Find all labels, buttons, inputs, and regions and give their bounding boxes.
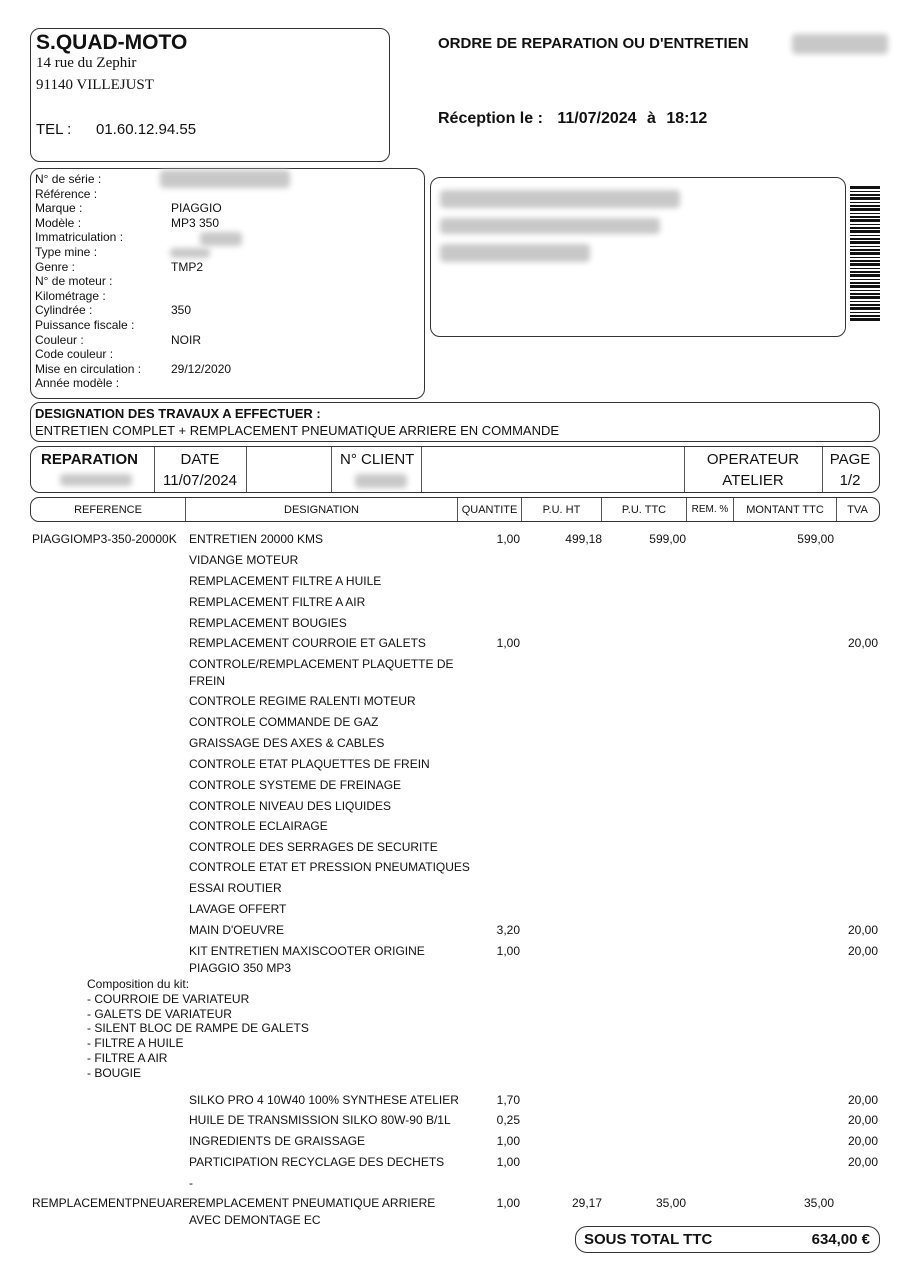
line-designation: CONTROLE ETAT PLAQUETTES DE FREIN	[189, 757, 430, 771]
date-value: 11/07/2024	[163, 472, 237, 489]
line-designation: GRAISSAGE DES AXES & CABLES	[189, 736, 385, 750]
line-designation: REMPLACEMENT PNEUMATIQUE ARRIERE	[189, 1196, 436, 1210]
line-montant: 35,00	[803, 1196, 834, 1210]
vehicle-label: Référence :	[35, 186, 98, 201]
redacted-serial	[160, 170, 290, 188]
company-street: 14 rue du Zephir	[36, 55, 137, 71]
line-designation: KIT ENTRETIEN MAXISCOOTER ORIGINE	[189, 944, 425, 958]
total-label: SOUS TOTAL TTC	[584, 1231, 713, 1248]
line-designation-cont: AVEC DEMONTAGE EC	[189, 1213, 321, 1227]
line-tva: 20,00	[847, 1113, 878, 1127]
vehicle-label: N° de série :	[35, 172, 102, 186]
vehicle-label: N° de moteur :	[35, 274, 113, 289]
line-tva: 20,00	[847, 944, 878, 958]
vehicle-value	[171, 187, 231, 202]
col-quantite: QUANTITE	[461, 504, 518, 516]
reception-at: à	[647, 110, 656, 127]
vehicle-label: Puissance fiscale :	[35, 317, 135, 332]
line-pu-ttc: 599,00	[649, 532, 686, 546]
vehicle-value: NOIR	[171, 332, 201, 347]
kit-line: Composition du kit:	[87, 977, 190, 991]
col-pu-ht: P.U. HT	[542, 504, 581, 516]
total-value: 634,00 €	[811, 1231, 870, 1248]
divider	[421, 447, 422, 492]
reception-label: Réception le :	[438, 110, 543, 127]
col-pu-ttc: P.U. TTC	[621, 504, 667, 516]
vehicle-value: 350	[171, 303, 192, 318]
col-tva: TVA	[847, 504, 868, 516]
vehicle-label: Cylindrée :	[35, 303, 93, 318]
line-quantity: 1,00	[496, 532, 520, 546]
line-quantity: 1,00	[496, 944, 520, 958]
line-quantity: 1,70	[496, 1093, 520, 1107]
vehicle-label: Code couleur :	[35, 347, 114, 362]
line-quantity: 1,00	[496, 1155, 520, 1169]
line-designation: LAVAGE OFFERT	[189, 902, 287, 916]
reparation-label: REPARATION	[41, 451, 138, 468]
vehicle-value: TMP2	[171, 259, 204, 274]
line-designation-cont: FREIN	[189, 674, 225, 688]
line-tva: 20,00	[847, 1134, 878, 1148]
redacted-plate	[200, 232, 242, 246]
line-designation: CONTROLE NIVEAU DES LIQUIDES	[189, 799, 392, 813]
line-designation: ENTRETIEN 20000 KMS	[189, 532, 324, 546]
line-designation: -	[189, 1176, 193, 1190]
col-reference: REFERENCE	[74, 504, 142, 516]
line-designation: REMPLACEMENT FILTRE A AIR	[189, 595, 366, 609]
reception-time: 18:12	[666, 110, 708, 127]
line-designation: INGREDIENTS DE GRAISSAGE	[189, 1134, 366, 1148]
line-designation: SILKO PRO 4 10W40 100% SYNTHESE ATELIER	[189, 1093, 459, 1107]
line-quantity: 3,20	[496, 923, 520, 937]
line-montant: 599,00	[797, 532, 834, 546]
company-tel-label: TEL :	[36, 121, 72, 138]
vehicle-value	[171, 318, 231, 333]
vehicle-value	[171, 376, 231, 391]
vehicle-label: Année modèle :	[35, 376, 120, 391]
company-city: 91140 VILLEJUST	[36, 77, 154, 93]
operator-value: ATELIER	[722, 472, 784, 489]
redacted-client-city	[440, 244, 590, 262]
line-pu-ttc: 35,00	[655, 1196, 686, 1210]
document-title: ORDRE DE REPARATION OU D'ENTRETIEN	[438, 35, 749, 52]
line-designation: ESSAI ROUTIER	[189, 881, 282, 895]
kit-line: - COURROIE DE VARIATEUR	[87, 991, 250, 1006]
line-designation: CONTROLE ETAT ET PRESSION PNEUMATIQUES	[189, 860, 470, 874]
line-tva: 20,00	[847, 1093, 878, 1107]
line-designation: MAIN D'OEUVRE	[189, 923, 284, 937]
vehicle-label: Modèle :	[35, 215, 82, 230]
vehicle-label: Kilométrage :	[35, 288, 106, 303]
operator-label: OPERATEUR	[706, 451, 800, 468]
vehicle-value: MP3 350	[171, 215, 220, 230]
redacted-client-number	[355, 474, 407, 488]
line-designation: CONTROLE ECLAIRAGE	[189, 819, 328, 833]
col-designation: DESIGNATION	[284, 504, 359, 516]
line-designation: REMPLACEMENT COURROIE ET GALETS	[189, 636, 426, 650]
divider	[331, 447, 332, 492]
line-designation: VIDANGE MOTEUR	[189, 553, 299, 567]
barcode-icon	[850, 186, 880, 322]
line-quantity: 1,00	[496, 636, 520, 650]
vehicle-value	[171, 274, 231, 289]
vehicle-label: Couleur :	[35, 332, 84, 347]
kit-line: - FILTRE A AIR	[87, 1051, 168, 1065]
vehicle-value: 29/12/2020	[171, 361, 232, 376]
line-designation: CONTROLE/REMPLACEMENT PLAQUETTE DE	[189, 657, 454, 671]
line-designation: CONTROLE SYSTEME DE FREINAGE	[189, 778, 402, 792]
redacted-client-name	[440, 190, 680, 208]
vehicle-label: Type mine :	[35, 244, 98, 259]
kit-line: - SILENT BLOC DE RAMPE DE GALETS	[87, 1021, 309, 1036]
line-designation: CONTROLE REGIME RALENTI MOTEUR	[189, 694, 416, 708]
vehicle-value: PIAGGIO	[171, 201, 222, 216]
line-designation: CONTROLE COMMANDE DE GAZ	[189, 715, 379, 729]
line-designation: REMPLACEMENT BOUGIES	[189, 616, 347, 630]
divider	[246, 447, 247, 492]
line-tva: 20,00	[847, 636, 878, 650]
vehicle-labels	[35, 172, 141, 391]
vehicle-label: Mise en circulation :	[35, 361, 142, 376]
page-label: PAGE	[829, 451, 871, 468]
line-designation: REMPLACEMENT FILTRE A HUILE	[189, 574, 382, 588]
vehicle-label: Genre :	[35, 259, 76, 274]
line-quantity: 1,00	[496, 1196, 520, 1210]
line-designation: PARTICIPATION RECYCLAGE DES DECHETS	[189, 1155, 445, 1169]
line-designation: HUILE DE TRANSMISSION SILKO 80W-90 B/1L	[189, 1113, 451, 1127]
redacted-reparation-number	[60, 474, 132, 486]
reception-date: 11/07/2024	[557, 110, 637, 127]
line-reference: PIAGGIOMP3-350-20000K	[32, 532, 177, 546]
line-designation-cont: PIAGGIO 350 MP3	[189, 961, 292, 975]
line-quantity: 0,25	[496, 1113, 520, 1127]
company-tel: 01.60.12.94.55	[96, 121, 197, 138]
date-label: DATE	[180, 451, 220, 468]
line-reference: REMPLACEMENTPNEUARE	[32, 1196, 191, 1210]
redacted-type	[170, 248, 210, 258]
kit-line: - BOUGIE	[87, 1065, 142, 1080]
reception-line	[438, 110, 707, 128]
line-tva: 20,00	[847, 1155, 878, 1169]
redacted-client-street	[440, 218, 660, 234]
line-pu-ht: 499,18	[565, 532, 602, 546]
vehicle-label: Marque :	[35, 201, 83, 216]
kit-line: - GALETS DE VARIATEUR	[87, 1006, 232, 1021]
col-montant: MONTANT TTC	[746, 504, 824, 516]
col-rem: REM. %	[691, 504, 729, 515]
vehicle-label: Immatriculation :	[35, 230, 124, 245]
works-title: DESIGNATION DES TRAVAUX A EFFECTUER :	[35, 406, 321, 421]
vehicle-values	[171, 172, 231, 391]
line-quantity: 1,00	[496, 1134, 520, 1148]
works-text: ENTRETIEN COMPLET + REMPLACEMENT PNEUMATIQUE ARRIERE EN COMMANDE	[35, 423, 560, 438]
line-pu-ht: 29,17	[571, 1196, 602, 1210]
page-value: 1/2	[839, 472, 861, 489]
kit-line: - FILTRE A HUILE	[87, 1036, 184, 1051]
company-name: S.QUAD-MOTO	[36, 31, 188, 54]
vehicle-value	[171, 347, 231, 362]
line-designation: CONTROLE DES SERRAGES DE SECURITE	[189, 840, 438, 854]
line-tva: 20,00	[847, 923, 878, 937]
client-label: N° CLIENT	[340, 451, 415, 468]
vehicle-value	[171, 289, 231, 304]
redacted-number	[792, 34, 888, 54]
